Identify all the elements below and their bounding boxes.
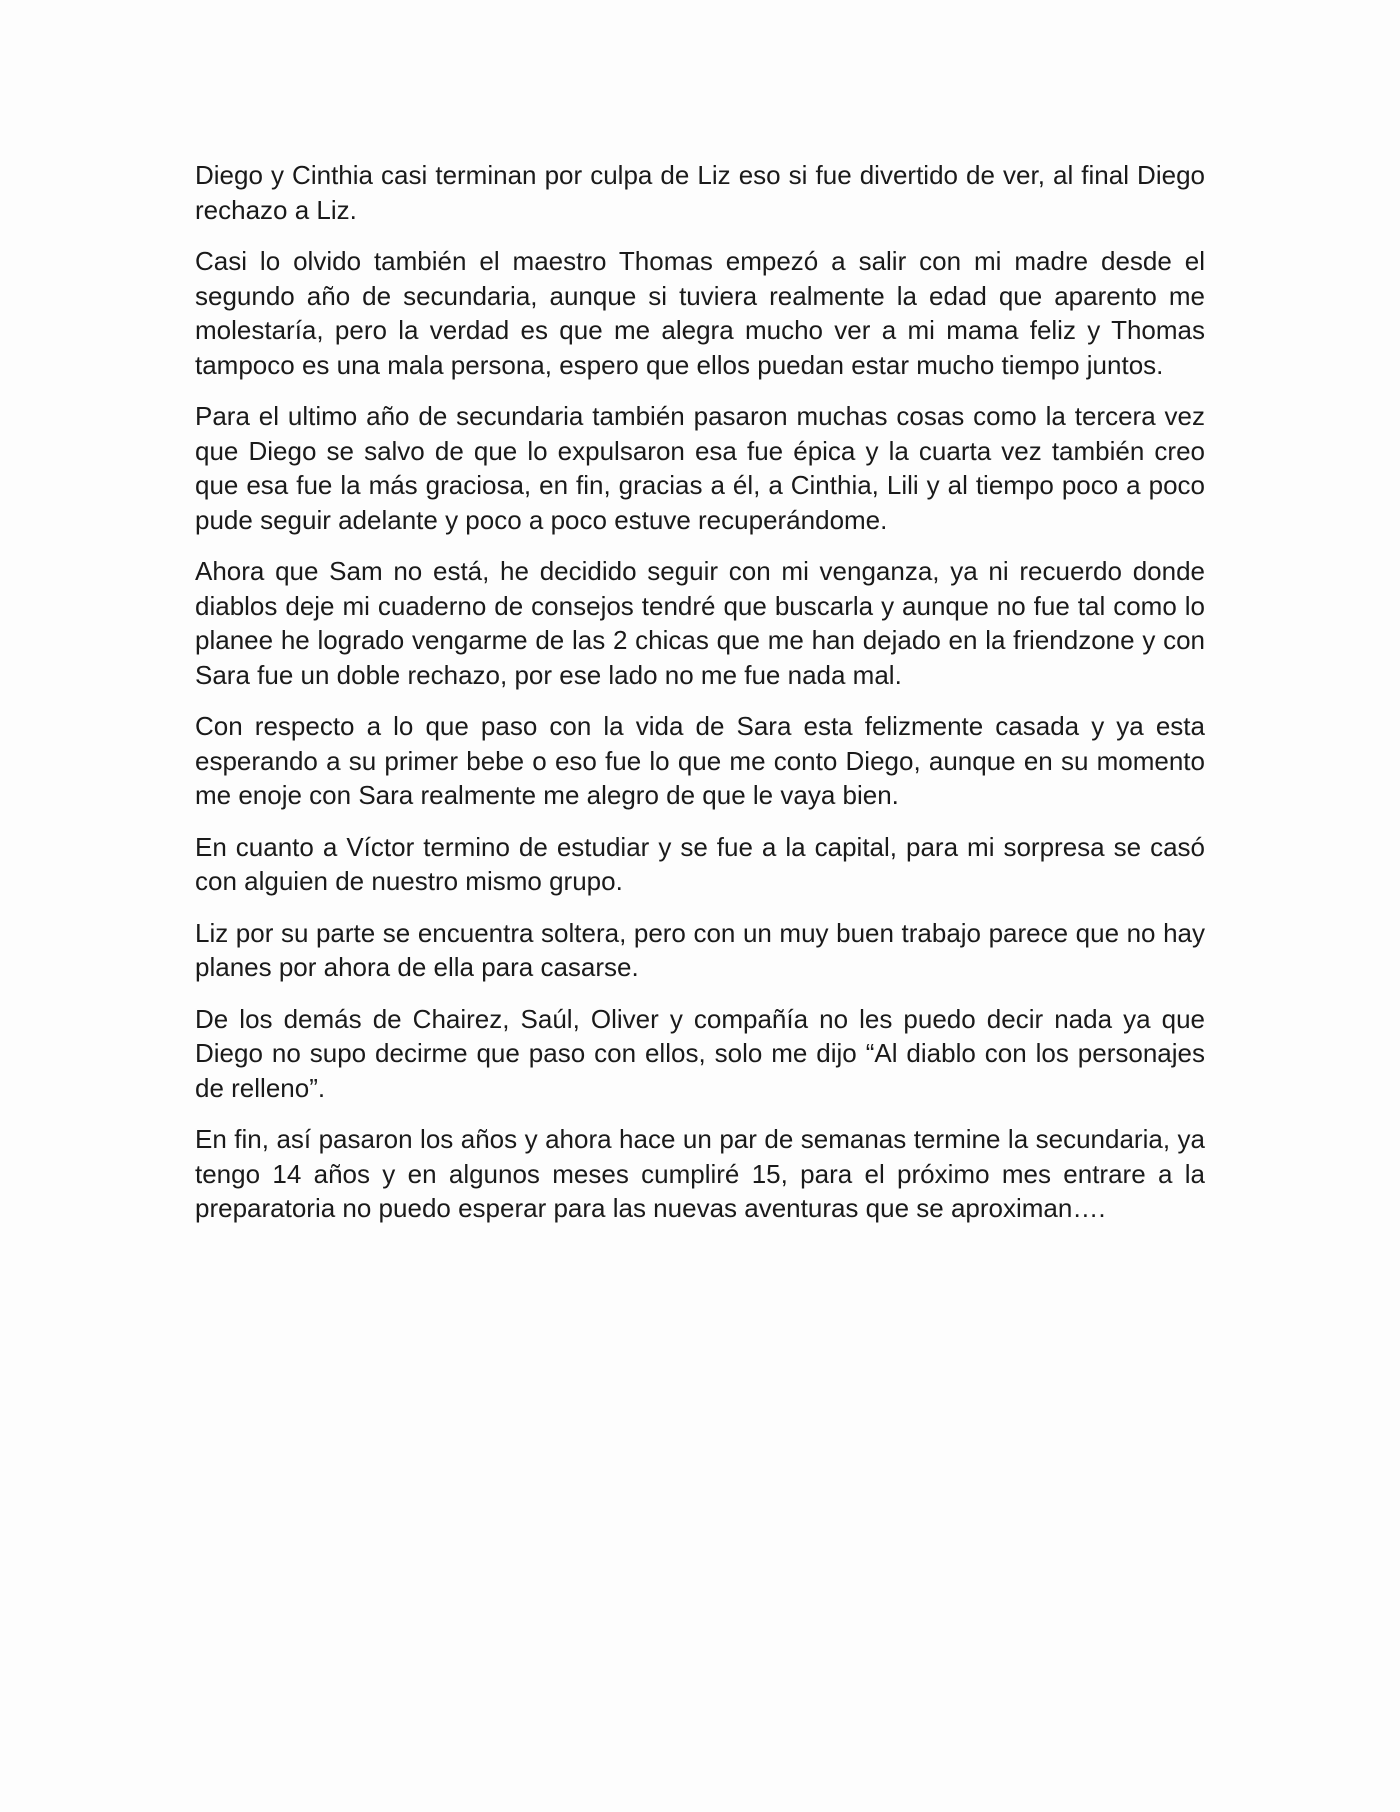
paragraph: En cuanto a Víctor termino de estudiar y se fue a la capital, para mi sorpresa se casó con alguien de nuestro mismo grupo.	[195, 831, 1205, 896]
paragraph: De los demás de Chairez, Saúl, Oliver y compañía no les puedo decir nada ya que Diego no supo decirme que paso con ellos, solo me dijo “Al diablo con los personajes de relleno”.	[195, 1003, 1205, 1103]
paragraph: Con respecto a lo que paso con la vida de Sara esta felizmente casada y ya esta esperando a su primer bebe o eso fue lo que me conto Diego, aunque en su momento me enoje con Sara realmente me alegro de que le vaya bien.	[195, 711, 1205, 810]
paragraph: En fin, así pasaron los años y ahora hace un par de semanas termine la secundaria, ya tengo 14 años y en algunos meses cumpliré 15, para el próximo mes entrare a la preparatoria no puedo esperar para las nuevas aventuras que se aproximan….	[195, 1124, 1205, 1223]
paragraph: Liz por su parte se encuentra soltera, pero con un muy buen trabajo parece que no hay planes por ahora de ella para casarse.	[195, 917, 1205, 982]
paragraph: Casi lo olvido también el maestro Thomas empezó a salir con mi madre desde el segundo año de secundaria, aunque si tuviera realmente la edad que aparento me molestaría, pero la verdad es que me alegra mucho ver a mi mama feliz y Thomas tampoco es una mala persona, espero que ellos puedan estar mucho tiempo juntos.	[195, 246, 1205, 380]
paragraph: Ahora que Sam no está, he decidido seguir con mi venganza, ya ni recuerdo donde diablos deje mi cuaderno de consejos tendré que buscarla y aunque no fue tal como lo planee he logrado vengarme de las 2 chicas que me han dejado en la friendzone y con Sara fue un doble rechazo, por ese lado no me fue nada mal.	[195, 556, 1205, 690]
paragraph: Para el ultimo año de secundaria también pasaron muchas cosas como la tercera vez que Diego se salvo de que lo expulsaron esa fue épica y la cuarta vez también creo que esa fue la más graciosa, en fin, gracias a él, a Cinthia, Lili y al tiempo poco a poco pude seguir adelante y poco a poco estuve recuperándome.	[195, 401, 1205, 535]
paragraph: Diego y Cinthia casi terminan por culpa de Liz eso si fue divertido de ver, al final Diego rechazo a Liz.	[195, 160, 1205, 225]
document-body	[195, 158, 1205, 1243]
